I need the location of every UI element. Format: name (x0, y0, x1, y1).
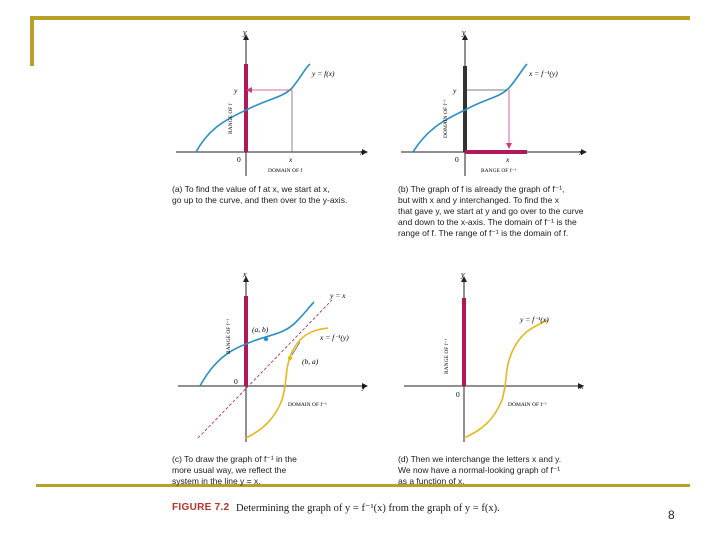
frame-left-bar (30, 16, 34, 66)
panel-b-range-label: RANGE OF f⁻¹ (481, 168, 517, 174)
panel-c-point-ab: (a, b) (252, 325, 269, 334)
figure-caption: Determining the graph of y = f⁻¹(x) from the graph of y = f(x). (236, 503, 500, 514)
panel-b-x-axis-label: x (579, 148, 583, 157)
panel-b-y-axis-label: y (462, 28, 466, 37)
panel-d-caption-line: as a function of x. (398, 476, 465, 486)
panel-a-range-label: RANGE OF f (228, 103, 234, 134)
figure-number: FIGURE 7.2 (172, 502, 230, 513)
panel-c-caption (172, 454, 342, 487)
panel-b-graph (395, 26, 595, 178)
panel-a-curve-label: y = f(x) (312, 69, 335, 78)
panel-b-caption-line: that gave y, we start at y and go over to the curve (398, 206, 584, 216)
panel-b-caption (398, 184, 608, 239)
panel-c-caption-line: system in the line y = x. (172, 476, 261, 486)
panel-a-domain-label: DOMAIN OF f (268, 168, 303, 174)
panel-c-point-ba: (b, a) (302, 357, 319, 366)
panel-d-x-axis-label: x (580, 382, 584, 391)
panel-d-y-axis-label: y (461, 270, 465, 279)
page-number: 8 (668, 508, 675, 522)
panel-b-origin-label: 0 (455, 155, 459, 164)
frame-top-bar (30, 16, 690, 20)
panel-c-graph (170, 270, 380, 445)
panel-d-caption-line: We now have a normal-looking graph of f⁻¹ (398, 465, 561, 475)
panel-c-caption-line: (c) To draw the graph of f⁻¹ in the (172, 454, 297, 464)
panel-c-line-label: y = x (330, 291, 346, 300)
panel-c-origin-label: 0 (234, 377, 238, 386)
panel-a-y-axis-label: y (243, 28, 247, 37)
panel-b-caption-line: and down to the x-axis. The domain of f⁻¹ is the (398, 217, 577, 227)
panel-a-y-mark: y (234, 86, 238, 95)
panel-c-domain-label: DOMAIN OF f⁻¹ (288, 402, 327, 408)
panel-b-y-mark: y (453, 86, 457, 95)
panel-d-range-label: RANGE OF f⁻¹ (444, 338, 450, 374)
panel-a-graph (170, 26, 370, 178)
panel-d-domain-label: DOMAIN OF f⁻¹ (508, 402, 547, 408)
panel-c-y-axis-label: x (243, 270, 247, 279)
panel-b-caption-line: but with x and y interchanged. To find the x (398, 195, 559, 205)
panel-b-curve-label: x = f⁻¹(y) (529, 69, 558, 78)
panel-c-caption-line: more usual way, we reflect the (172, 465, 287, 475)
panel-b-caption-line: (b) The graph of f is already the graph of f⁻¹, (398, 184, 565, 194)
panel-d-graph (398, 270, 598, 445)
panel-d-origin-label: 0 (456, 390, 460, 399)
panel-a-caption-line: go up to the curve, and then over to the y-axis. (172, 195, 348, 205)
panel-b-x-mark: x (506, 155, 510, 164)
panel-c-curve-label: x = f⁻¹(y) (320, 333, 349, 342)
panel-d-caption-line: (d) Then we interchange the letters x and y. (398, 454, 562, 464)
panel-a-x-axis-label: x (360, 148, 364, 157)
panel-b-caption-line: range of f. The range of f⁻¹ is the domain of f. (398, 228, 569, 238)
panel-b-domain-label: DOMAIN OF f⁻¹ (443, 99, 449, 138)
panel-d-curve-label: y = f⁻¹(x) (520, 315, 549, 324)
panel-c-range-label: RANGE OF f⁻¹ (226, 318, 232, 354)
panel-a-origin-label: 0 (237, 155, 241, 164)
panel-a-caption (172, 184, 372, 206)
panel-d-caption (398, 454, 598, 487)
panel-a-caption-line: (a) To find the value of f at x, we start at x, (172, 184, 330, 194)
panel-a-x-mark: x (289, 155, 293, 164)
panel-c-x-axis-label: y (362, 382, 366, 391)
